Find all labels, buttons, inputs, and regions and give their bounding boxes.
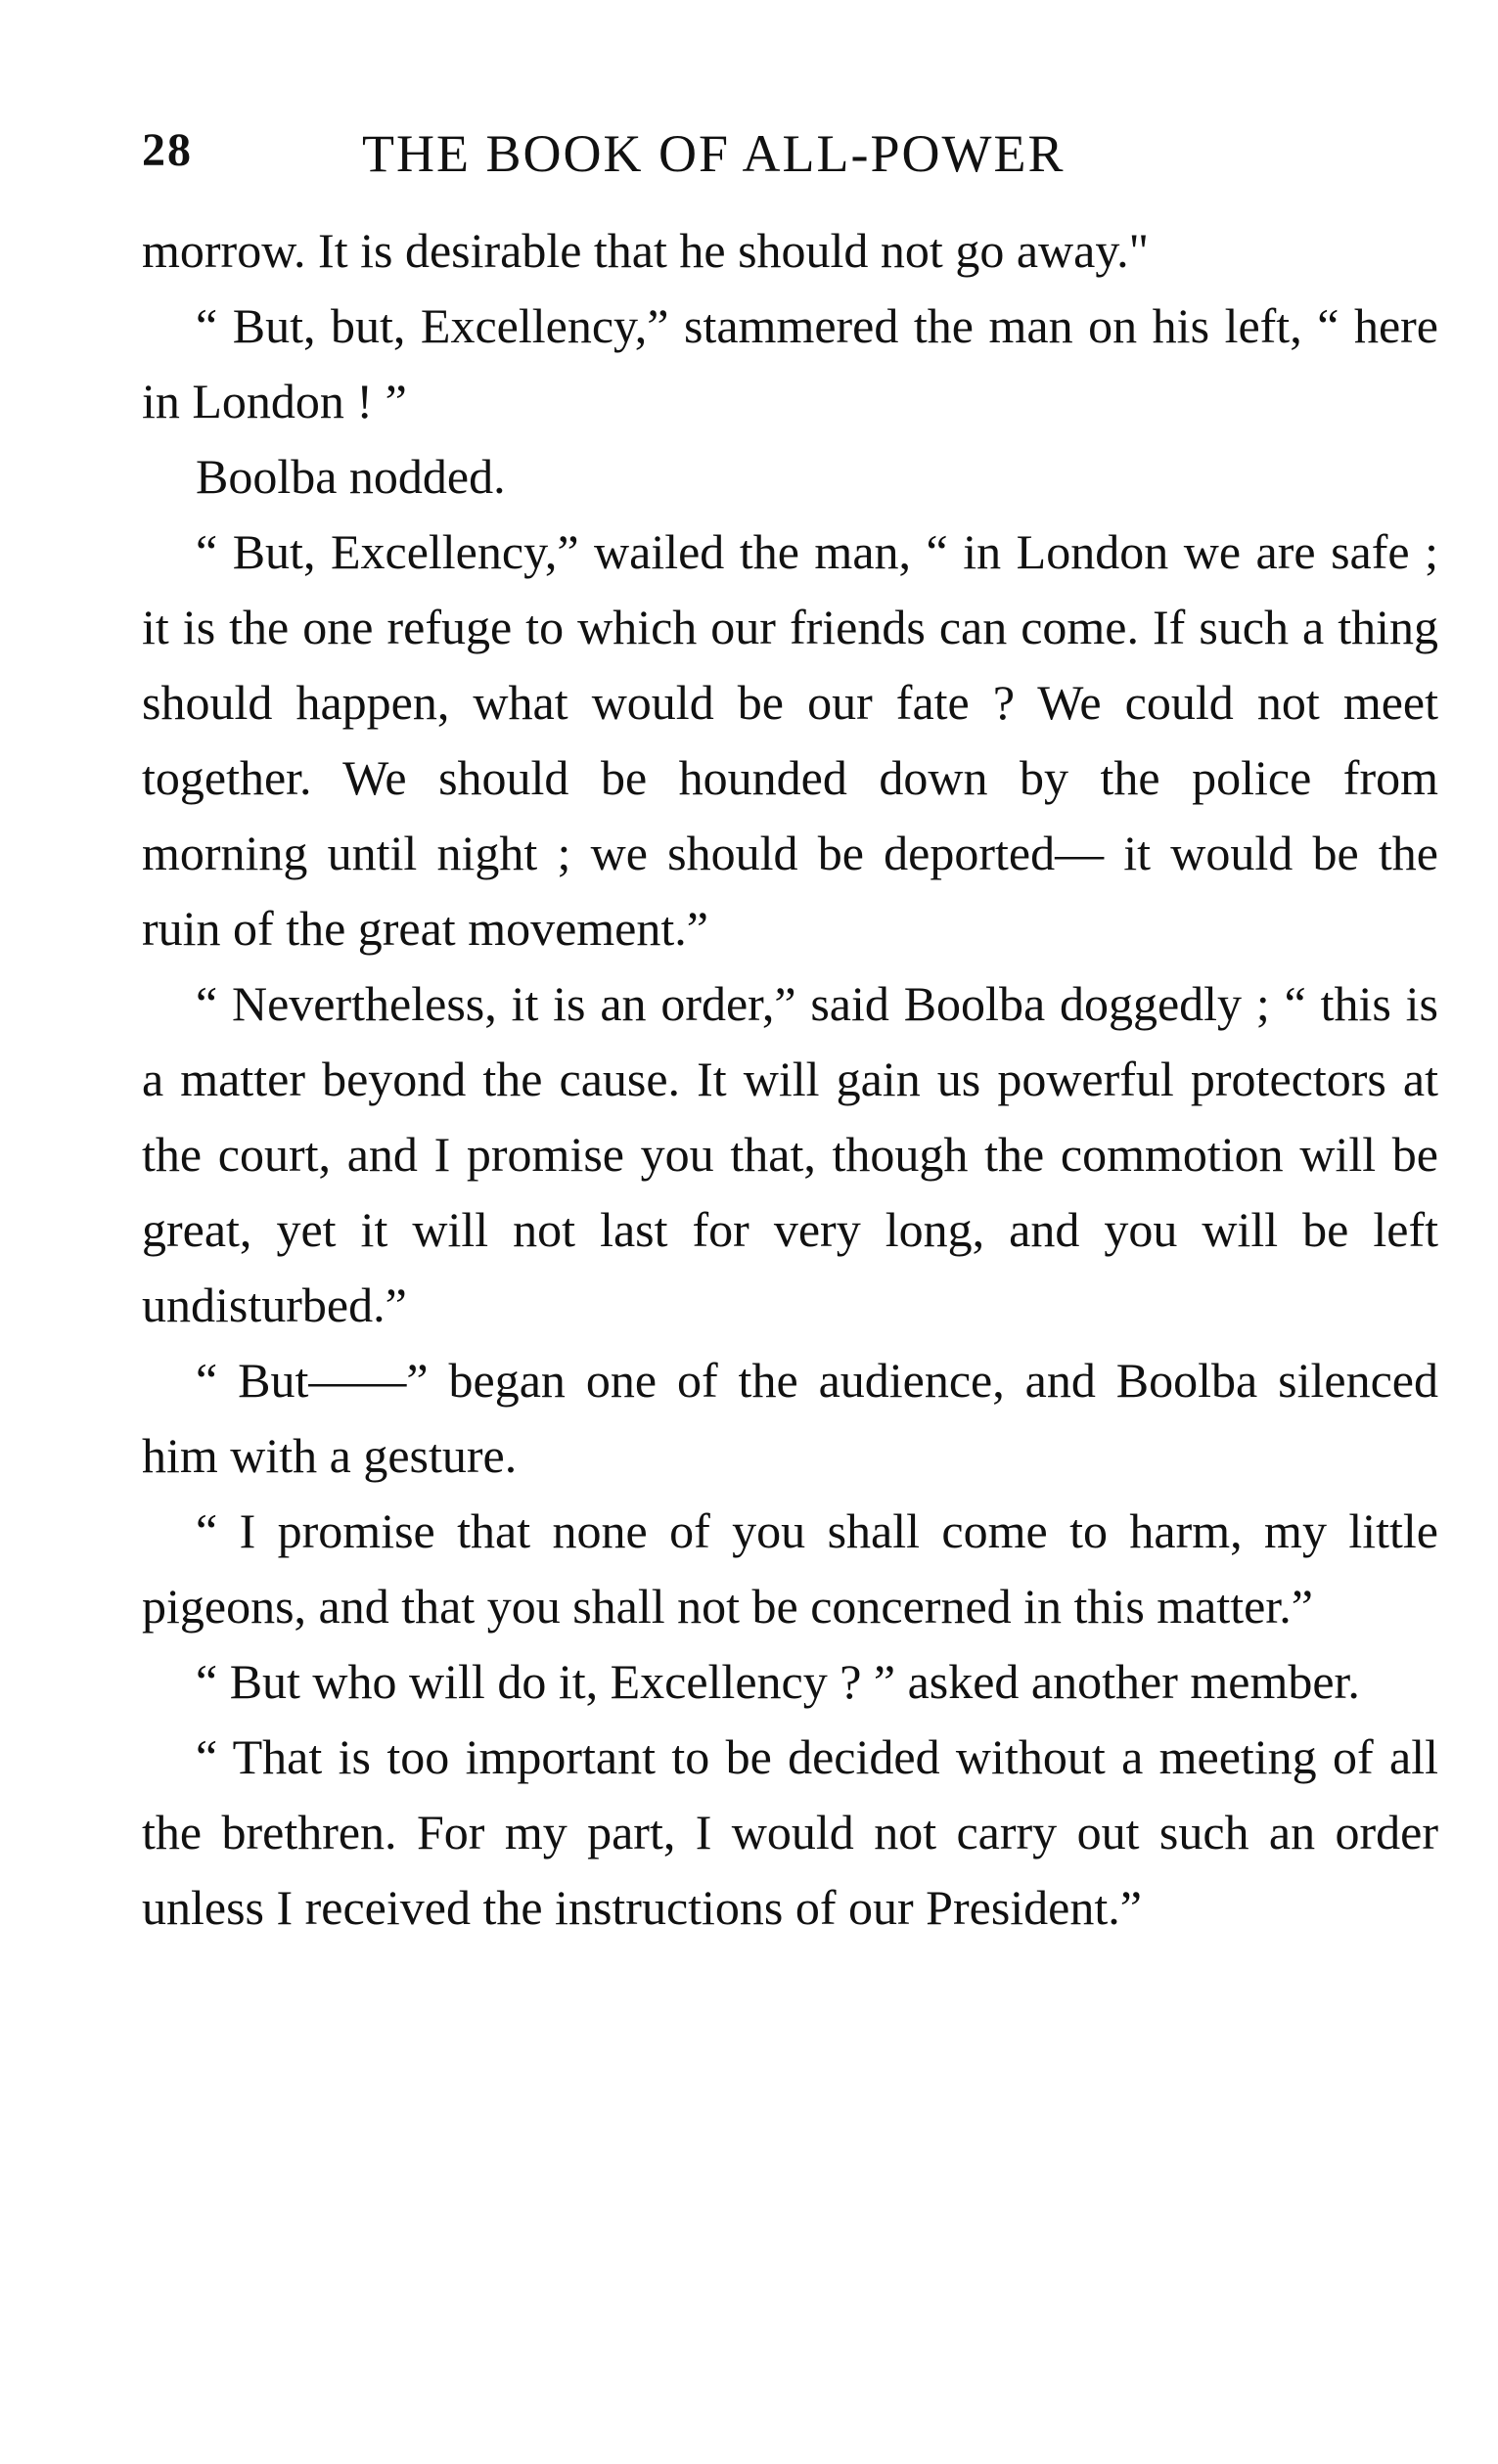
paragraph: “ But who will do it, Excellency ? ” asked another member. (196, 1654, 1360, 1709)
paragraph: Boolba nodded. (196, 449, 506, 504)
body-text (142, 213, 1438, 1946)
paragraph: “ Nevertheless, it is an order,” said Boolba doggedly ; “ this is a matter beyond the cause. It will gain us powerful protectors at the court, and I promise you that, though the commotion will be great, yet it will not last for very long, and you will be left undisturbed.” (142, 976, 1438, 1332)
book-title: THE BOOK OF ALL-POWER (362, 124, 1066, 183)
paragraph: “ But, but, Excellency,” stammered the man on his left, “ here in London ! ” (142, 298, 1438, 428)
paragraph-continuation: morrow. It is desirable that he should not go away." (142, 223, 1149, 278)
paragraph: “ I promise that none of you shall come to harm, my little pigeons, and that you shall not be concerned in this matter.” (142, 1503, 1438, 1634)
paragraph: “ But——” began one of the audience, and Boolba silenced him with a gesture. (142, 1353, 1438, 1483)
page-number: 28 (142, 124, 193, 176)
running-head (142, 115, 1438, 194)
book-page (142, 115, 1438, 1946)
paragraph: “ But, Excellency,” wailed the man, “ in London we are safe ; it is the one refuge to which our friends can come. If such a thing should happen, what would be our fate ? We could not meet together. We should be hounded down by the police from morning until night ; we should be deported— it would be the ruin of the great movement.” (142, 524, 1438, 956)
paragraph: “ That is too important to be decided without a meeting of all the brethren. For my part, I would not carry out such an order unless I received the instructions of our President.” (142, 1729, 1438, 1935)
